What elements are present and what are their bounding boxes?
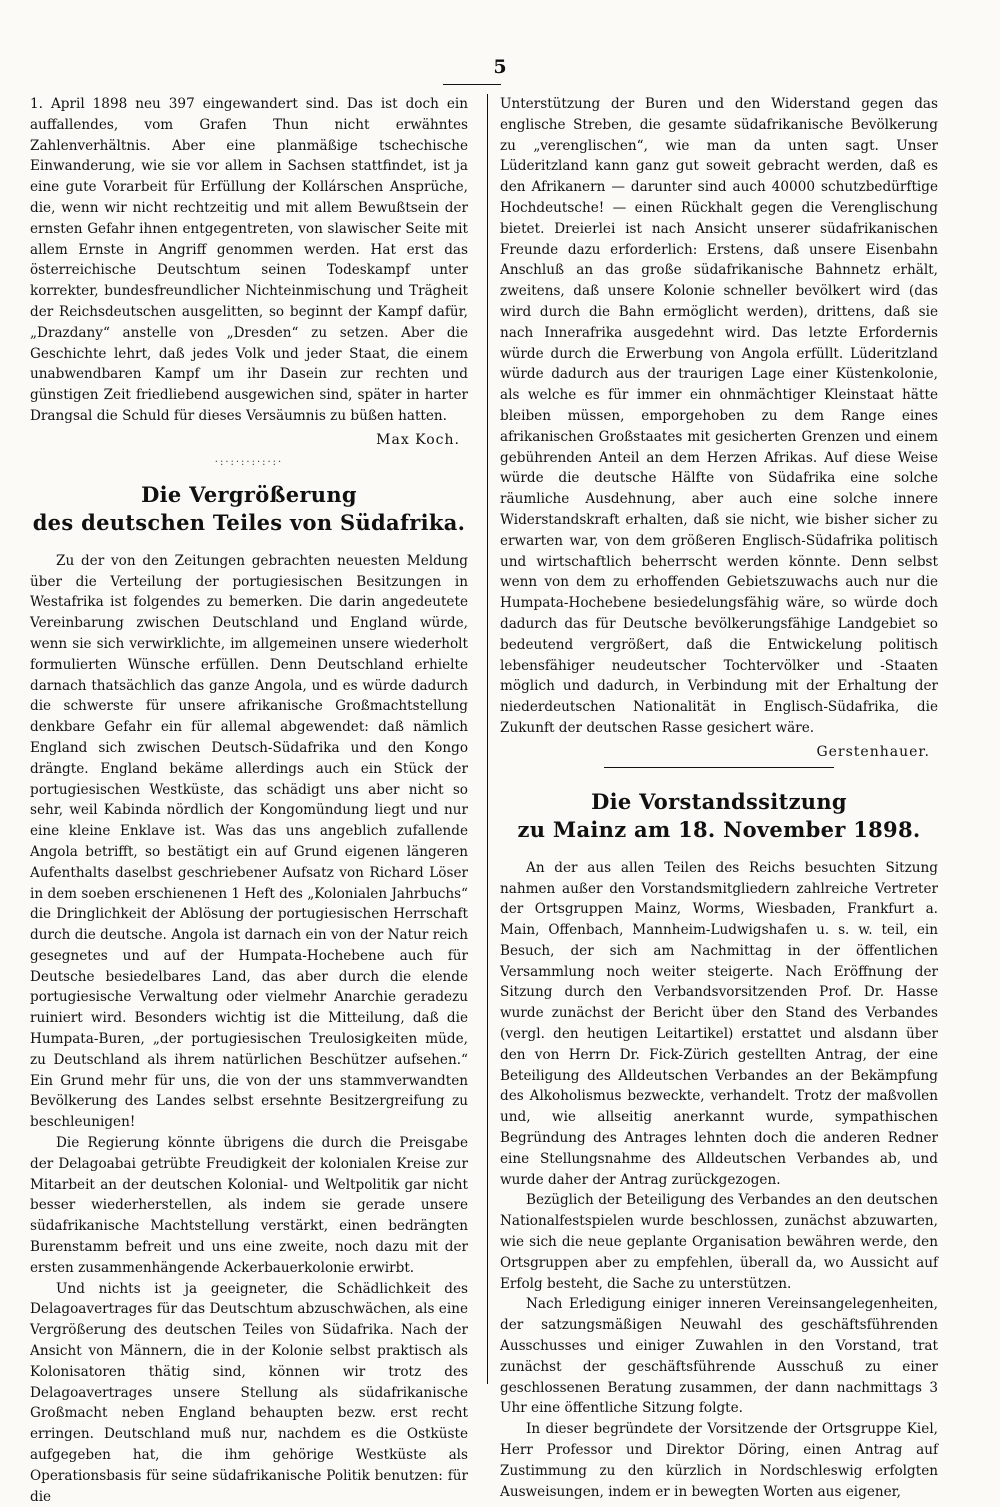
article-title-vorstandssitzung <box>500 788 938 844</box>
column-divider <box>487 94 488 1384</box>
intro-paragraph: 1. April 1898 neu 397 eingewandert sind. Das ist doch ein auffallendes, vom Grafen Thun nicht erwähntes Zahlenverhältnis. Aber eine planmäßige tschechische Einwanderung, wie sie vor allem in Sachsen stattfindet, ist ja eine gute Vorarbeit für Erfüllung der Kollárschen Ansprüche, die, wenn wir nicht rechtzeitig und mit allem Bewußtsein der ernsten Gefahr ihnen entgegentreten, von slawischer Seite mit allem Ernste in Angriff genommen werden. Hat erst das österreichische Deutschtum seinen Todeskampf unter korrekter, bundesfreundlicher Nichteinmischung und Trägheit der Reichsdeutschen ausgelitten, so beginnt der Kampf dafür, „Drazdany“ anstelle von „Dresden“ zu setzen. Aber die Geschichte lehrt, daß jedes Volk und jeder Staat, die einem unabwendbaren Kampf um ihr Dasein zur rechten und günstigen Zeit friedliebend ausgewichen sind, später in harter Drangsal die Schuld für dieses Versäumnis zu büßen hatten. <box>30 96 468 424</box>
header-rule <box>443 84 501 85</box>
intro-signature: Max Koch. <box>376 431 460 448</box>
paragraph: Bezüglich der Beteiligung des Verbandes an den deutschen Nationalfestspielen wurde beschlossen, zunächst abzuwarten, wie sich die neue geplante Organisation bewähren werde, den Ortsgruppen aber zu empfehlen, überall da, wo Aussicht auf Erfolg besteht, die Sache zu unterstützen. <box>500 1192 938 1292</box>
paragraph: Nach Erledigung einiger inneren Vereinsangelegenheiten, der satzungsmäßigen Neuwahl des geschäftsführenden Ausschusses und einiger Zuwahlen in den Vorstand, trat zunächst der geschäftsführende Ausschuß zu einer geschlossenen Beratung zusammen, der dann nachmittags 3 Uhr eine öffentliche Sitzung folgte. <box>500 1296 938 1417</box>
article-title-line: Die Vorstandssitzung <box>591 788 847 814</box>
paragraph: In dieser begründete der Vorsitzende der Ortsgruppe Kiel, Herr Professor und Direktor Döring, einen Antrag auf Zustimmung zu den kürzlich in Nordschleswig erfolgten Ausweisungen, indem er in bewegten Worten aus eigener, <box>500 1421 938 1500</box>
paragraph: Und nichts ist ja geeigneter, die Schädlichkeit des Delagoavertrages für das Deutschtum abzuschwächen, als eine Vergrößerung des deutschen Teiles von Südafrika. Nach der Ansicht von Männern, die in der Kolonie selbst praktisch als Kolonisatoren thätig sind, können wir trotz des Delagoavertrages unsere Stellung als südafrikanische Großmacht neben England behaupten bezw. erst recht erringen. Deutschland muß nur, nachdem es die Ostküste aufgegeben hat, die ihm gehörige Westküste als Operationsbasis für seine südafrikanische Politik benutzen: für die <box>30 1280 468 1505</box>
article-title-line: Die Vergrößerung <box>141 481 357 507</box>
paragraph: Die Regierung könnte übrigens die durch die Preisgabe der Delagoabai getrübte Freudigkeit der kolonialen Kreise zur Mitarbeit an der deutschen Kolonial- und Weltpolitik gar nicht besser wiederherstellen, als indem sie gerade unsere südafrikanische Machtstellung verstärkt, einen bedrängten Burenstamm befreit und uns eine zweite, noch dazu mit der ersten zusammenhängende Ackerbauerkolonie erwirbt. <box>30 1135 468 1276</box>
left-column <box>30 94 468 1507</box>
section-rule <box>604 767 834 768</box>
article-title-line: des deutschen Teiles von Südafrika. <box>32 509 466 535</box>
paragraph: Zu der von den Zeitungen gebrachten neuesten Meldung über die Verteilung der portugiesischen Besitzungen in Westafrika ist folgendes zu bemerken. Die darin angedeutete Vereinbarung zwischen Deutschland und England würde, wenn sie sich verwirklichte, im allgemeinen unsere wiederholt formulierten Wünsche erfüllen. Denn Deutschland erhielte darnach thatsächlich das ganze Angola, und es würde dadurch die schwerste für unsere afrikanische Großmachtstellung denkbare Gefahr ein für allemal abgewendet: daß nämlich England sich zwischen Deutsch-Südafrika und den Kongo drängte. England bekäme allerdings auch ein Stück der portugiesischen Westküste, das schädigt uns aber nicht so sehr, weil Kabinda nördlich der Kongomündung liegt und nur eine kleine Enklave ist. Was das uns angeblich zufallende Angola betrifft, so bestätigt ein auf Grund eigenen längeren Aufenthalts daselbst geschriebener Aufsatz von Richard Löser in dem soeben erschienenen 1 Heft des „Kolonialen Jahrbuchs“ die Dringlichkeit der Ablösung der portugiesischen Herrschaft durch die deutsche. Angola ist darnach ein von der Natur reich gesegnetes und auf der Humpata-Hochebene auch für Deutsche besiedelbares Land, das aber durch die elende portugiesische Verwaltung oder vielmehr Anarchie geradezu ruiniert wird. Besonders wichtig ist die Mitteilung, daß die Humpata-Buren, „der portugiesischen Treulosigkeiten müde, zu Deutschland als ihrem natürlichen Beschützer aufsehen.“ Ein Grund mehr für uns, die von der uns stammverwandten Bevölkerung des Landes selbst ersehnte Besitzergreifung zu beschleunigen! <box>30 552 468 1131</box>
ornament-divider: ·:·:·:·:·:·:· <box>214 456 284 468</box>
page-number: 5 <box>493 56 507 78</box>
continuation-signature: Gerstenhauer. <box>816 743 930 760</box>
article-title-line: zu Mainz am 18. November 1898. <box>517 816 921 842</box>
article-title-suedafrika <box>30 481 468 537</box>
right-column <box>500 94 938 1502</box>
continuation-paragraph: Unterstützung der Buren und den Widerstand gegen das englische Streben, die gesamte südafrikanische Bevölkerung zu „verenglischen“, wie man da unten sagt. Unser Lüderitzland kann ganz gut soweit gebracht werden, daß es den Afrikanern — darunter sind auch 40000 schutzbedürftige Hochdeutsche! — einen Rückhalt gegen die Verenglischung bietet. Dreierlei ist nach Ansicht unserer südafrikanischen Freunde dazu erforderlich: Erstens, daß unsere Eisenbahn Anschluß an das große südafrikanische Bahnnetz erhält, zweitens, daß unsere Kolonie schneller bevölkert wird (das wird durch die Bahn ermöglicht werden), drittens, daß sie nach Innerafrika ausgedehnt wird. Das letzte Erfordernis würde durch die Erwerbung von Angola erfüllt. Lüderitzland würde dadurch aus der traurigen Lage einer Küstenkolonie, als welche es für immer ein ohnmächtiger Kleinstaat hätte bleiben müssen, emporgehoben zu dem Range eines afrikanischen Großstaates mit gesicherten Grenzen und einem gebührenden Anteil an dem Herzen Afrikas. Auf diese Weise würde die deutsche Hälfte von Südafrika eine solche räumliche Ausdehnung, aber auch eine solche innere Widerstandskraft erhalten, daß sie nicht, wie bisher sicher zu erwarten war, von dem größeren Englisch-Südafrika politisch und wirtschaftlich beherrscht werden könnte. Denn selbst wenn von dem zu erhoffenden Gebietszuwachs auch nur die Humpata-Hochebene besiedelungsfähig wäre, so würde doch dadurch das für Deutsche bevölkerungsfähige Landgebiet so bedeutend vergrößert, daß die Entwickelung politisch lebensfähiger neudeutscher Tochtervölker und -Staaten möglich und dadurch, in Verbindung mit der Erhaltung der niederdeutschen Nationalität in Englisch-Südafrika, die Zukunft der deutschen Rasse gesichert wäre. <box>500 96 938 736</box>
paragraph: An der aus allen Teilen des Reichs besuchten Sitzung nahmen außer den Vorstandsmitgliedern zahlreiche Vertreter der Ortsgruppen Mainz, Worms, Wiesbaden, Frankfurt a. Main, Offenbach, Mannheim-Ludwigshafen u. s. w. teil, ein Besuch, der sich am Nachmittag in der öffentlichen Versammlung noch weiter steigerte. Nach Eröffnung der Sitzung durch den Verbandsvorsitzenden Prof. Dr. Hasse wurde zunächst der Bericht über den Stand des Verbandes (vergl. den heutigen Leitartikel) erstattet und alsdann über den von Herrn Dr. Fick-Zürich gestellten Antrag, der eine Beteiligung des Alldeutschen Verbandes an der Bekämpfung des Alkoholismus bezweckte, verhandelt. Trotz der maßvollen und, wie allseitig anerkannt wurde, sympathischen Begründung des Antrages lehnten doch die anderen Redner eine Stellungsnahme des Alldeutschen Verbandes ab, und wurde daher der Antrag zurückgezogen. <box>500 859 938 1188</box>
